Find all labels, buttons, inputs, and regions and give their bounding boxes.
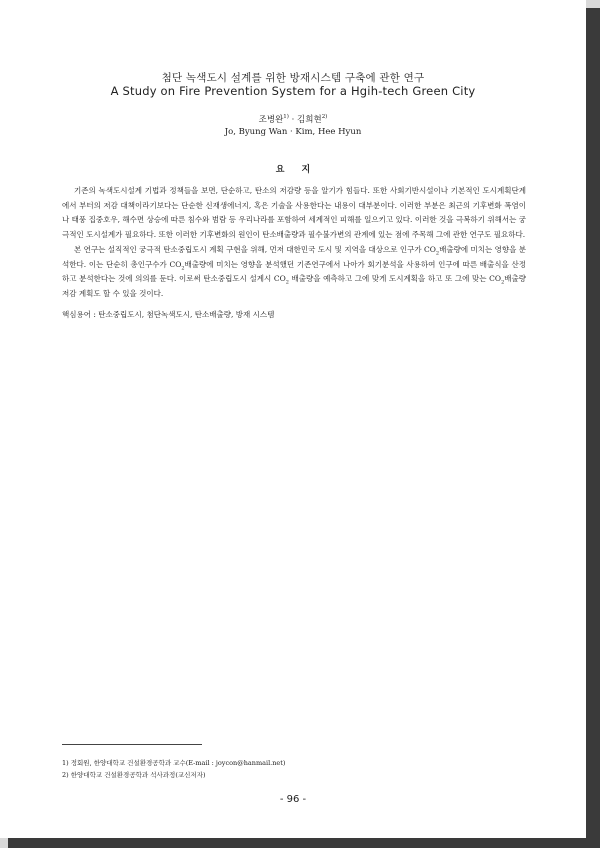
footnote-2: 2) 한양대학교 건설환경공학과 석사과정(교신저자) bbox=[62, 771, 206, 779]
english-authors: Jo, Byung Wan · Kim, Hee Hyun bbox=[224, 127, 362, 137]
author-separator: · bbox=[288, 115, 298, 125]
abstract-body bbox=[62, 184, 526, 322]
paragraph-2-text-2: 배출량에 미치는 영향을 분석한다. 이는 단순히 총인구수가 CO bbox=[62, 244, 526, 269]
author-2-footnote-mark: 2) bbox=[321, 114, 328, 121]
footnote-rule bbox=[62, 744, 202, 745]
abstract-paragraph-2 bbox=[62, 243, 526, 302]
paragraph-2-text-4: 배출량을 예측하고 그에 맞게 도시계획을 하고 또 그에 맞는 CO bbox=[288, 274, 502, 284]
keywords: 핵심용어 : 탄소중립도시, 첨단녹색도시, 탄소배출량, 방재 시스템 bbox=[62, 309, 275, 319]
author-1-name: 조병완 bbox=[258, 115, 284, 125]
page-number: - 96 - bbox=[279, 794, 307, 805]
co2-subscript: 2 bbox=[181, 265, 185, 272]
page-shadow-bottom bbox=[8, 838, 600, 848]
paragraph-2-text-1: 본 연구는 설직적인 궁극적 탄소중립도시 계획 구현을 위해, 먼저 대한민국 도시 및 지역을 대상으로 인구가 CO bbox=[74, 244, 436, 254]
korean-authors bbox=[0, 113, 586, 125]
page-shadow-right bbox=[586, 8, 600, 848]
abstract-paragraph-1: 기존의 녹색도시설계 기법과 정책들을 보면, 단순하고, 탄소의 저감량 등을 알기가 힘들다. 또한 사회기반시설이나 기본적인 도시계획단계에서 부터의 저감 대책이라기보다는 단순한 신재생에너지, 혹은 기술을 사용한다는 내용이 대부분이다. 이러한 부분은 최근의 기후변화 폭염이나 태풍 집중호우, 해수면 상승에 따른 침수와 범람 등 우리나라를 포함하여 세계적인 피해를 일으키고 있다. 이러한 것을 극복하기 위해서는 궁극적인 도시설계가 필요하다. 또한 이러한 기후변화의 원인이 탄소배출량과 필수불가변의 관계에 있는 점에 주목해 그에 관한 연구도 필요하다. bbox=[62, 186, 526, 240]
author-2-name: 김희현 bbox=[297, 115, 322, 125]
paragraph-2-text-5: 배출량저감 계획도 할 수 있을 것이다. bbox=[62, 274, 526, 298]
author-1-footnote-mark: 1) bbox=[283, 114, 289, 121]
co2-subscript: 2 bbox=[285, 279, 289, 286]
english-title: A Study on Fire Prevention System for a Hgih-tech Green City bbox=[110, 84, 476, 98]
footnote-1: 1) 정회원, 한양대학교 건설환경공학과 교수(E-mail : joycon@hanmail.net) bbox=[62, 759, 286, 767]
abstract-heading: 요 지 bbox=[275, 165, 311, 175]
footnotes bbox=[62, 757, 285, 781]
co2-subscript: 2 bbox=[501, 279, 505, 286]
co2-subscript: 2 bbox=[435, 250, 440, 257]
korean-title: 첨단 녹색도시 설계를 위한 방재시스템 구축에 관한 연구 bbox=[161, 72, 425, 84]
paragraph-2-text-3: 배출량에 미치는 영향을 분석했던 기존연구에서 나아가 회기분석을 사용하여 인구에 따른 배출식을 산정하고 분석한다는 것에 의의를 둔다. 이로써 탄소중립도시 설계시 CO bbox=[62, 259, 526, 284]
